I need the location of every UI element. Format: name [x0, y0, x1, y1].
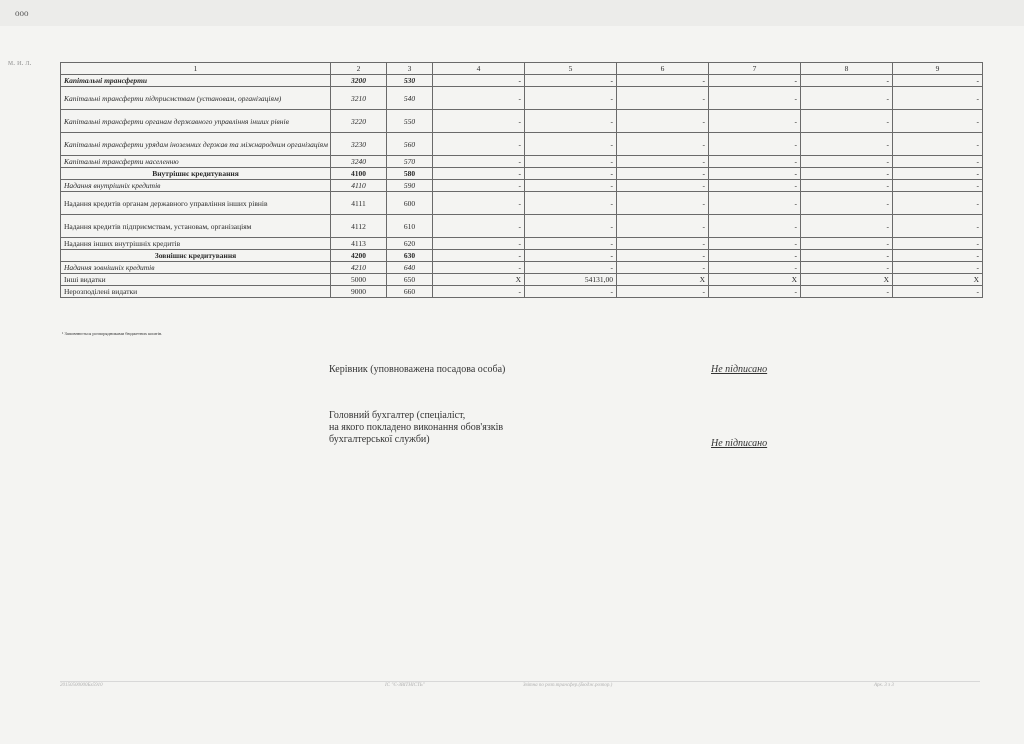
row-value-col-8: - — [801, 250, 893, 262]
row-value-col-4: - — [433, 215, 525, 238]
row-value-col-8: - — [801, 168, 893, 180]
row-value-col-7: - — [709, 75, 801, 87]
row-kekv-code: 3220 — [331, 110, 387, 133]
row-kekv-code: 5000 — [331, 274, 387, 286]
row-value-col-7: - — [709, 110, 801, 133]
table-row — [61, 286, 983, 298]
side-mark: м. и. л. — [8, 58, 32, 67]
row-value-col-9: - — [893, 110, 983, 133]
row-value-col-6: - — [617, 133, 709, 156]
row-name: Надання зовнішніх кредитів — [61, 262, 331, 274]
row-line-code: 600 — [387, 192, 433, 215]
footer-left: 20150500000Бх5910 — [60, 683, 103, 688]
row-value-col-8: - — [801, 87, 893, 110]
row-value-col-7: X — [709, 274, 801, 286]
row-value-col-4: - — [433, 156, 525, 168]
column-header-3: 3 — [387, 63, 433, 75]
row-value-col-5: - — [525, 168, 617, 180]
row-kekv-code: 4200 — [331, 250, 387, 262]
row-value-col-7: - — [709, 238, 801, 250]
row-value-col-4: - — [433, 180, 525, 192]
row-kekv-code: 4210 — [331, 262, 387, 274]
head-signature-label: Керівник (уповноважена посадова особа) — [329, 364, 506, 375]
row-value-col-8: - — [801, 133, 893, 156]
row-value-col-8: - — [801, 262, 893, 274]
row-name: Надання інших внутрішніх кредитів — [61, 238, 331, 250]
row-value-col-4: - — [433, 133, 525, 156]
row-kekv-code: 4111 — [331, 192, 387, 215]
row-name: Внутрішнє кредитування — [61, 168, 331, 180]
column-header-8: 8 — [801, 63, 893, 75]
row-line-code: 570 — [387, 156, 433, 168]
row-name: Зовнішнє кредитування — [61, 250, 331, 262]
row-value-col-7: - — [709, 180, 801, 192]
row-value-col-7: - — [709, 286, 801, 298]
row-value-col-6: - — [617, 238, 709, 250]
column-header-4: 4 — [433, 63, 525, 75]
row-value-col-6: - — [617, 286, 709, 298]
row-value-col-9: - — [893, 250, 983, 262]
row-value-col-9: - — [893, 180, 983, 192]
table-header-row — [61, 63, 983, 75]
row-value-col-6: - — [617, 156, 709, 168]
row-value-col-5: - — [525, 262, 617, 274]
row-name: Капітальні трансферти органам державного управління інших рівнів — [61, 110, 331, 133]
accountant-label-line-1: Головний бухгалтер (спеціаліст, — [329, 410, 466, 421]
row-name: Нерозподілені видатки — [61, 286, 331, 298]
row-value-col-7: - — [709, 262, 801, 274]
corner-mark: ооо — [15, 8, 29, 18]
table-row — [61, 274, 983, 286]
table-row — [61, 238, 983, 250]
row-kekv-code: 3230 — [331, 133, 387, 156]
row-value-col-9: X — [893, 274, 983, 286]
row-value-col-8: - — [801, 286, 893, 298]
row-value-col-4: X — [433, 274, 525, 286]
row-line-code: 660 — [387, 286, 433, 298]
row-kekv-code: 9000 — [331, 286, 387, 298]
table-row — [61, 133, 983, 156]
row-name: Надання кредитів підприємствам, установам, організаціям — [61, 215, 331, 238]
row-value-col-5: 54131,00 — [525, 274, 617, 286]
footnote: ¹ Заповнюється розпорядниками бюджетних коштів. — [62, 331, 163, 336]
row-line-code: 640 — [387, 262, 433, 274]
row-value-col-6: - — [617, 180, 709, 192]
row-value-col-8: - — [801, 192, 893, 215]
row-name: Капітальні трансферти — [61, 75, 331, 87]
row-value-col-5: - — [525, 250, 617, 262]
row-line-code: 650 — [387, 274, 433, 286]
row-value-col-7: - — [709, 215, 801, 238]
row-line-code: 530 — [387, 75, 433, 87]
row-line-code: 560 — [387, 133, 433, 156]
footer-right: Арк. 3 з 3 — [874, 683, 894, 688]
row-value-col-5: - — [525, 238, 617, 250]
row-line-code: 610 — [387, 215, 433, 238]
row-kekv-code: 4112 — [331, 215, 387, 238]
table-row — [61, 250, 983, 262]
row-value-col-8: X — [801, 274, 893, 286]
row-value-col-5: - — [525, 75, 617, 87]
row-value-col-6: - — [617, 110, 709, 133]
table-body — [61, 75, 983, 298]
row-kekv-code: 4100 — [331, 168, 387, 180]
row-kekv-code: 3210 — [331, 87, 387, 110]
row-value-col-8: - — [801, 238, 893, 250]
row-value-col-5: - — [525, 286, 617, 298]
table-row — [61, 180, 983, 192]
footer-center: ІС "Є-ЗВІТНІСТЬ" — [385, 683, 425, 688]
row-kekv-code: 3240 — [331, 156, 387, 168]
table-row — [61, 75, 983, 87]
row-kekv-code: 4113 — [331, 238, 387, 250]
table-row — [61, 110, 983, 133]
row-name: Капітальні трансферти населенню — [61, 156, 331, 168]
row-value-col-6: - — [617, 168, 709, 180]
table-row — [61, 168, 983, 180]
column-header-2: 2 — [331, 63, 387, 75]
row-value-col-4: - — [433, 87, 525, 110]
table-row — [61, 156, 983, 168]
table-row — [61, 215, 983, 238]
table-row — [61, 192, 983, 215]
row-value-col-8: - — [801, 215, 893, 238]
row-name: Капітальні трансферти підприємствам (установам, організаціям) — [61, 87, 331, 110]
accountant-signature-label — [329, 410, 503, 446]
row-value-col-5: - — [525, 156, 617, 168]
row-value-col-4: - — [433, 110, 525, 133]
row-value-col-9: - — [893, 156, 983, 168]
row-value-col-8: - — [801, 110, 893, 133]
row-value-col-7: - — [709, 156, 801, 168]
row-value-col-5: - — [525, 215, 617, 238]
row-name: Капітальні трансферти урядам іноземних держав та міжнародним організаціям — [61, 133, 331, 156]
column-header-6: 6 — [617, 63, 709, 75]
row-value-col-6: - — [617, 215, 709, 238]
row-value-col-6: - — [617, 87, 709, 110]
row-value-col-9: - — [893, 286, 983, 298]
row-value-col-4: - — [433, 75, 525, 87]
row-value-col-4: - — [433, 238, 525, 250]
row-value-col-6: - — [617, 192, 709, 215]
row-line-code: 550 — [387, 110, 433, 133]
column-header-1: 1 — [61, 63, 331, 75]
report-table — [60, 62, 983, 298]
row-value-col-4: - — [433, 168, 525, 180]
row-value-col-6: - — [617, 250, 709, 262]
row-kekv-code: 4110 — [331, 180, 387, 192]
row-value-col-5: - — [525, 192, 617, 215]
row-value-col-5: - — [525, 87, 617, 110]
row-value-col-9: - — [893, 133, 983, 156]
row-value-col-8: - — [801, 156, 893, 168]
row-line-code: 580 — [387, 168, 433, 180]
table-row — [61, 87, 983, 110]
row-value-col-7: - — [709, 250, 801, 262]
row-name: Надання кредитів органам державного управління інших рівнів — [61, 192, 331, 215]
row-value-col-7: - — [709, 87, 801, 110]
row-value-col-9: - — [893, 215, 983, 238]
row-value-col-6: - — [617, 75, 709, 87]
accountant-signature-value: Не підписано — [711, 438, 768, 449]
row-value-col-4: - — [433, 250, 525, 262]
row-value-col-5: - — [525, 110, 617, 133]
row-value-col-8: - — [801, 75, 893, 87]
column-header-9: 9 — [893, 63, 983, 75]
footer-divider — [60, 681, 980, 682]
row-name: Надання внутрішніх кредитів — [61, 180, 331, 192]
row-value-col-9: - — [893, 238, 983, 250]
row-value-col-4: - — [433, 262, 525, 274]
row-value-col-7: - — [709, 192, 801, 215]
row-line-code: 540 — [387, 87, 433, 110]
row-value-col-9: - — [893, 87, 983, 110]
row-value-col-8: - — [801, 180, 893, 192]
row-value-col-6: - — [617, 262, 709, 274]
row-value-col-4: - — [433, 286, 525, 298]
table-row — [61, 262, 983, 274]
row-line-code: 590 — [387, 180, 433, 192]
head-signature-value: Не підписано — [711, 364, 768, 375]
row-value-col-7: - — [709, 168, 801, 180]
row-value-col-5: - — [525, 133, 617, 156]
accountant-label-line-2: на якого покладено виконання обов'язків — [329, 422, 504, 433]
accountant-label-line-3: бухгалтерської служби) — [329, 434, 430, 445]
scan-top-shade — [0, 0, 1024, 26]
row-value-col-4: - — [433, 192, 525, 215]
row-value-col-5: - — [525, 180, 617, 192]
row-value-col-9: - — [893, 75, 983, 87]
row-line-code: 620 — [387, 238, 433, 250]
row-value-col-9: - — [893, 192, 983, 215]
row-value-col-9: - — [893, 168, 983, 180]
footer-center-2: Звітна по розп.трансфер.(Бюдж.розпор.) — [523, 683, 613, 688]
row-value-col-7: - — [709, 133, 801, 156]
row-value-col-6: X — [617, 274, 709, 286]
column-header-7: 7 — [709, 63, 801, 75]
column-header-5: 5 — [525, 63, 617, 75]
row-value-col-9: - — [893, 262, 983, 274]
row-name: Інші видатки — [61, 274, 331, 286]
row-line-code: 630 — [387, 250, 433, 262]
row-kekv-code: 3200 — [331, 75, 387, 87]
